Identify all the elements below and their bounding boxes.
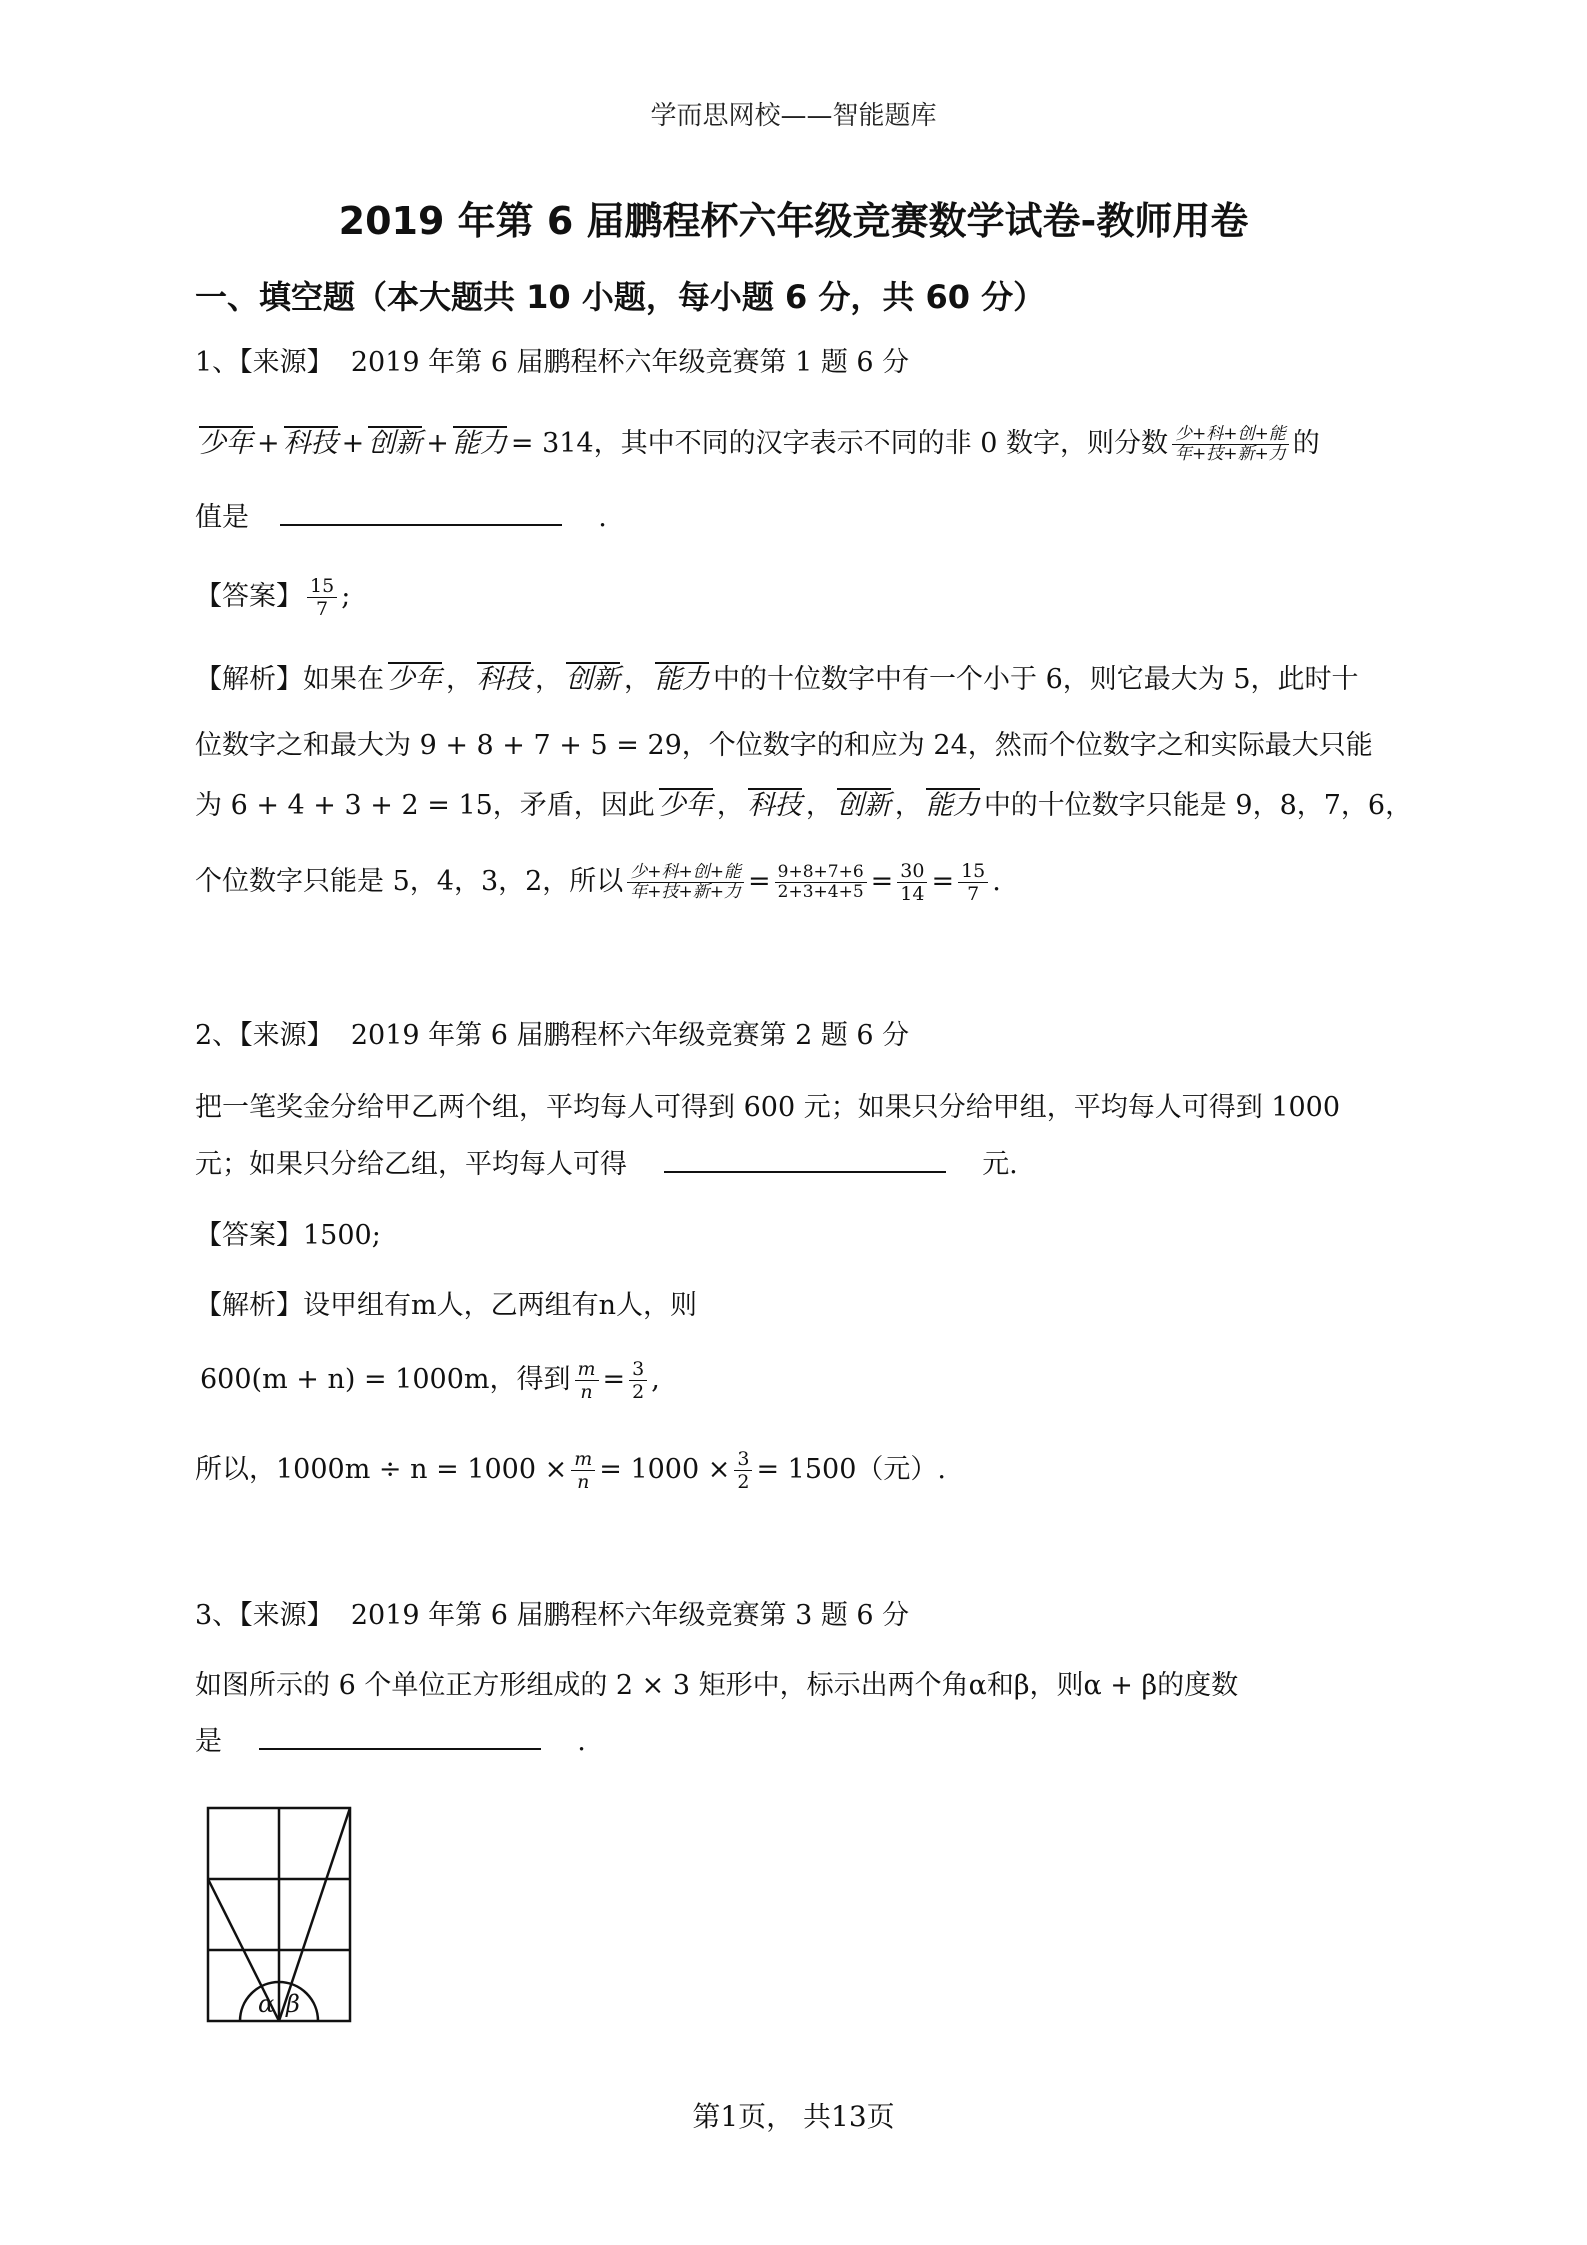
q1-analysis-line2: 位数字之和最大为 9 + 8 + 7 + 5 = 29，个位数字的和应为 24，然而个位数字之和实际最大只能 [195, 730, 1373, 761]
page-header: 学而思网校——智能题库 [650, 101, 937, 131]
word-nengli: 能力 [452, 428, 507, 459]
q2-answer: 【答案】1500; [195, 1220, 381, 1251]
q2-line1: 把一笔奖金分给甲乙两个组，平均每人可得到 600 元；如果只分给甲组，平均每人可得到 1000 [195, 1092, 1340, 1123]
beta-label: β [286, 1990, 300, 2018]
q3-line1: 如图所示的 6 个单位正方形组成的 2 × 3 矩形中，标示出两个角α和β，则α + β的度数 [195, 1670, 1239, 1701]
q1-answer: 【答案】 $\frac{15}{7}$ ; [195, 575, 351, 620]
q3-line2: 是 . [195, 1722, 586, 1760]
q2-analysis: 【解析】设甲组有m人，乙两组有n人，则 [195, 1290, 697, 1321]
q1-value-line: 值是 . [195, 498, 607, 536]
alpha-label: α [258, 1990, 275, 2018]
word-chuangxin: 创新 [368, 428, 423, 459]
q1-analysis-line3: 为 6 + 4 + 3 + 2 = 15，矛盾，因此 少年 ， 科技 ， 创新 ， 能力 中的十位数字只能是 9，8，7，6， [195, 790, 1413, 821]
word-keji: 科技 [283, 428, 338, 459]
q1-analysis-line1: 【解析】如果在 少年 ， 科技 ， 创新 ， 能力 中的十位数字中有一个小于 6，则它最大为 5，此时十 [195, 664, 1359, 695]
q1-fraction: $\frac{\text{少+科+创+能}}{\text{年+技+新+力}}$ [1172, 425, 1289, 464]
q2-source: 2、【来源】 2019 年第 6 届鹏程杯六年级竞赛第 2 题 6 分 [195, 1020, 910, 1051]
page-title: 2019 年第 6 届鹏程杯六年级竞赛数学试卷-教师用卷 [338, 199, 1249, 243]
q2-answer-blank[interactable] [664, 1145, 946, 1173]
q2-equation1: 600(m + n) = 1000m，得到 $\frac{m}{n}$ = $\frac{3}{2}$ , [200, 1358, 660, 1403]
q2-line2: 元；如果只分给乙组，平均每人可得 元. [195, 1145, 1018, 1183]
q3-figure [200, 1800, 360, 2030]
q1-stem: 少年 + 科技 + 创新 + 能力 = 314，其中不同的汉字表示不同的非 0 数字，则分数 $\frac{\text{少+科+创+能}}{\text{年+技+新+力}}$ 的 [199, 424, 1320, 464]
q1-source: 1、【来源】 2019 年第 6 届鹏程杯六年级竞赛第 1 题 6 分 [195, 347, 910, 378]
word-shaonian: 少年 [199, 428, 253, 459]
q3-source: 3、【来源】 2019 年第 6 届鹏程杯六年级竞赛第 3 题 6 分 [195, 1600, 910, 1631]
q1-analysis-line4: 个位数字只能是 5，4，3，2，所以 $\frac{\text{少+科+创+能}}{\text{年+技+新+力}}$ = $\frac{9+8+7+6}{2+3+4+5}$ = $\frac{30}{14}$ = $\frac{15}{7}$ . [195, 860, 1001, 905]
q3-answer-blank[interactable] [259, 1722, 541, 1750]
page-footer: 第1页， 共13页 [692, 2100, 895, 2133]
q2-equation2: 所以，1000m ÷ n = 1000 × $\frac{m}{n}$ = 1000 × $\frac{3}{2}$ = 1500（元）. [195, 1448, 946, 1493]
q1-answer-blank[interactable] [280, 498, 562, 526]
section-heading: 一、填空题（本大题共 10 小题，每小题 6 分，共 60 分） [195, 278, 1046, 316]
